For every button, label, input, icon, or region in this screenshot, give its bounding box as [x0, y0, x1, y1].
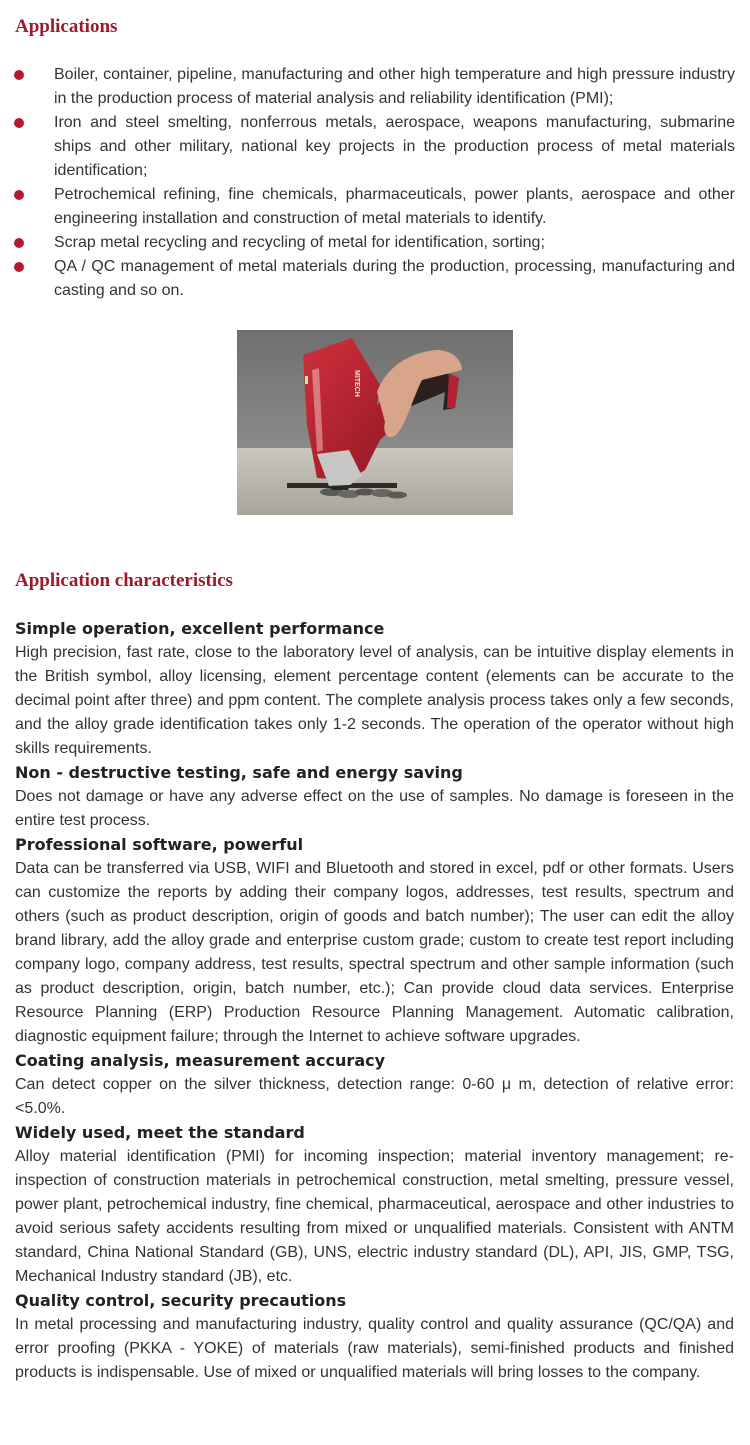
section-body: In metal processing and manufacturing industry, quality control and quality assurance (QC/QA) and error proofing (PKKA - YOKE) of materials (raw materials), semi-finished products and finished products is indispensable. Use of mixed or unqualified materials will bring losses to the company.	[15, 1316, 734, 1381]
list-item	[0, 255, 735, 303]
section-body: Data can be transferred via USB, WIFI and Bluetooth and stored in excel, pdf or other formats. Users can customize the reports by adding their company logos, addresses, test results, spectrum and others (such as product description, origin of goods and batch number); The user can edit the alloy brand library, add the alloy grade and enterprise custom grade; custom to create test report including company logo, company address, test results, spectral spectrum and other sample information (such as product description, origin, batch number, etc.); Can provide cloud data services. Enterprise Resource Planning (ERP) Production Resource Planning Management. Automatic calibration, diagnostic equipment failure; through the Internet to achieve software upgrades.	[15, 860, 734, 1045]
bullet-icon	[14, 190, 24, 200]
applications-heading: Applications	[15, 16, 118, 37]
bullet-icon	[14, 118, 24, 128]
list-item-text: Petrochemical refining, fine chemicals, pharmaceuticals, power plants, aerospace and other engineering installation and construction of metal materials to identify.	[54, 186, 735, 227]
section-body: Does not damage or have any adverse effect on the use of samples. No damage is foreseen in the entire test process.	[15, 788, 734, 829]
bullet-icon	[14, 70, 24, 80]
list-item-text: Scrap metal recycling and recycling of metal for identification, sorting;	[54, 234, 545, 251]
list-item	[0, 183, 735, 231]
section-body: Alloy material identification (PMI) for incoming inspection; material inventory management; re-inspection of construction materials in petrochemical construction, metal smelting, pressure vessel, power plant, petrochemical industry, fine chemical, pharmaceutical, aerospace and other industries to avoid serious safety accidents resulting from mixed or unqualified materials. Consistent with ANTM standard, China National Standard (GB), UNS, electric industry standard (DL), API, JIS, GMP, TSG, Mechanical Industry standard (JB), etc.	[15, 1148, 734, 1285]
product-photo	[237, 330, 513, 515]
brand-text: MITECH	[353, 370, 360, 397]
section-title: Simple operation, excellent performance	[15, 619, 385, 638]
section-title: Professional software, powerful	[15, 835, 304, 854]
list-item	[0, 111, 735, 183]
applications-list	[0, 63, 735, 303]
section-body: High precision, fast rate, close to the laboratory level of analysis, can be intuitive display elements in the British symbol, alloy licensing, element percentage content (elements can be accurate to the decimal point after three) and ppm content. The complete analysis process takes only a few seconds, and the alloy grade identification takes only 1-2 seconds. The operation of the operator without high skills requirements.	[15, 644, 734, 757]
characteristics-heading: Application characteristics	[15, 570, 233, 591]
list-item	[0, 231, 735, 255]
list-item-text: Boiler, container, pipeline, manufacturing and other high temperature and high pressure industry in the production process of material analysis and reliability identification (PMI);	[54, 66, 735, 107]
list-item-text: QA / QC management of metal materials during the production, processing, manufacturing and casting and so on.	[54, 258, 735, 299]
bullet-icon	[14, 262, 24, 272]
characteristics-list	[15, 617, 734, 1385]
section-body: Can detect copper on the silver thickness, detection range: 0-60 μ m, detection of relative error: <5.0%.	[15, 1076, 734, 1117]
bullet-icon	[14, 238, 24, 248]
section-title: Widely used, meet the standard	[15, 1123, 305, 1142]
section-title: Coating analysis, measurement accuracy	[15, 1051, 386, 1070]
section-title: Quality control, security precautions	[15, 1291, 347, 1310]
list-item-text: Iron and steel smelting, nonferrous metals, aerospace, weapons manufacturing, submarine ships and other military, national key projects in the production process of metal materials identification;	[54, 114, 735, 179]
section-title: Non - destructive testing, safe and energy saving	[15, 763, 463, 782]
list-item	[0, 63, 735, 111]
